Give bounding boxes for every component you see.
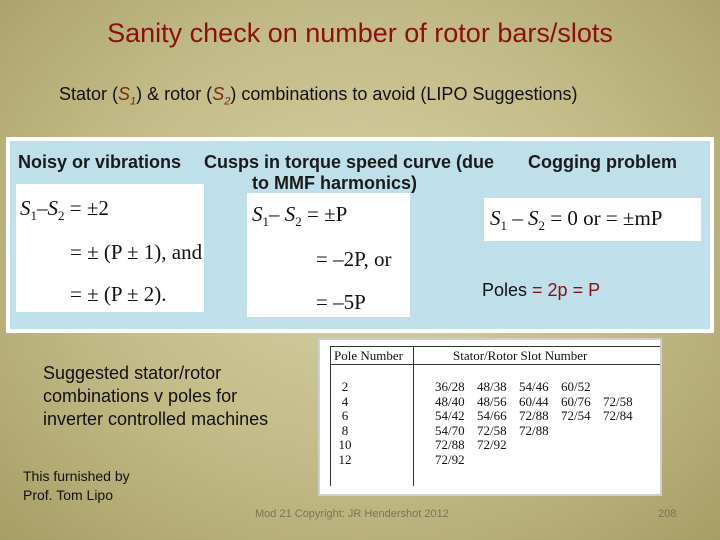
slot-combination: 60/44 [519,393,549,409]
cusps-equation-2: = –2P, or [316,247,392,271]
slot-combination: 54/42 [435,408,465,423]
noisy-equation-1: $S_1-S_2 = \pm 2$ [20,196,109,224]
slide-title: Sanity check on number of rotor bars/slots [107,18,613,48]
slot-combination: 72/88 [435,437,465,452]
subtitle-s1: $S_1$ [118,84,137,108]
table-header-slots: Stator/Rotor Slot Number [453,348,588,363]
slot-combination: 48/38 [477,379,507,394]
pole-number: 10 [338,437,352,452]
slot-combination: 72/92 [477,437,507,452]
footer-copyright: Mod 21 Copyright: JR Hendershot 2012 [255,508,449,520]
cusps-header-line1: Cusps in torque speed curve (due [204,152,495,172]
slot-combination: 48/40 [435,393,465,409]
attribution-line-1: This furnished by [23,468,130,484]
slot-combination: 60/52 [561,379,591,394]
slot-combination: 72/54 [561,408,591,423]
cusps-equation-3: = –5P [316,290,366,314]
cogging-header: Cogging problem [528,152,677,172]
slot-combination: 72/88 [519,422,549,438]
table-header-poles: Pole Number [334,348,403,363]
slot-combination: 54/70 [435,422,465,438]
cusps-equation-1: $S_1-$ $S_2 = \pm P$ [252,202,348,230]
slide-subtitle [59,84,578,108]
poles-definition: Poles = 2p = P [482,280,601,300]
slot-combination: 72/88 [519,408,549,423]
page-number: 208 [658,508,677,520]
attribution-line-2: Prof. Tom Lipo [23,487,114,503]
suggest-line-3: inverter controlled machines [43,409,269,429]
slot-combination: 72/92 [435,451,465,467]
pole-number: 12 [338,451,352,467]
subtitle-prefix: Stator ( [59,84,119,104]
slot-combination: 60/76 [561,393,591,409]
attribution [23,467,130,505]
cusps-header-line2: to MMF harmonics) [252,173,417,193]
table-top-border [330,346,660,347]
suggest-line-1: Suggested stator/rotor [43,363,222,383]
pole-number: 2 [341,379,349,394]
noisy-equation-2: = ± (P ± 1), and [70,240,203,264]
subtitle-mid: ) & rotor ( [136,84,213,104]
noisy-equation-3: = ± (P ± 2). [70,282,167,306]
suggest-line-2: combinations v poles for [43,386,238,406]
subtitle-s2: $S_2$ [212,84,231,108]
slot-combination: 48/56 [477,393,507,409]
slot-combination: 72/58 [477,422,507,438]
slot-combination: 54/66 [477,408,507,423]
slot-combination: 72/84 [603,408,633,423]
pole-number: 8 [341,422,349,438]
slot-combination: 36/28 [435,379,465,394]
slot-combination: 72/58 [603,393,633,409]
table-header-rule [330,364,660,365]
pole-number: 6 [341,408,349,423]
cogging-equation: $S_1 - S_2 = 0$ or = ±mP [490,206,663,234]
suggested-combinations-note [43,362,268,431]
table-column-divider [413,346,414,486]
slot-table [318,338,662,496]
pole-number: 4 [341,393,349,409]
noisy-header: Noisy or vibrations [18,152,182,172]
slot-combination: 54/46 [519,379,549,394]
subtitle-suffix: ) combinations to avoid (LIPO Suggestions) [230,84,578,104]
